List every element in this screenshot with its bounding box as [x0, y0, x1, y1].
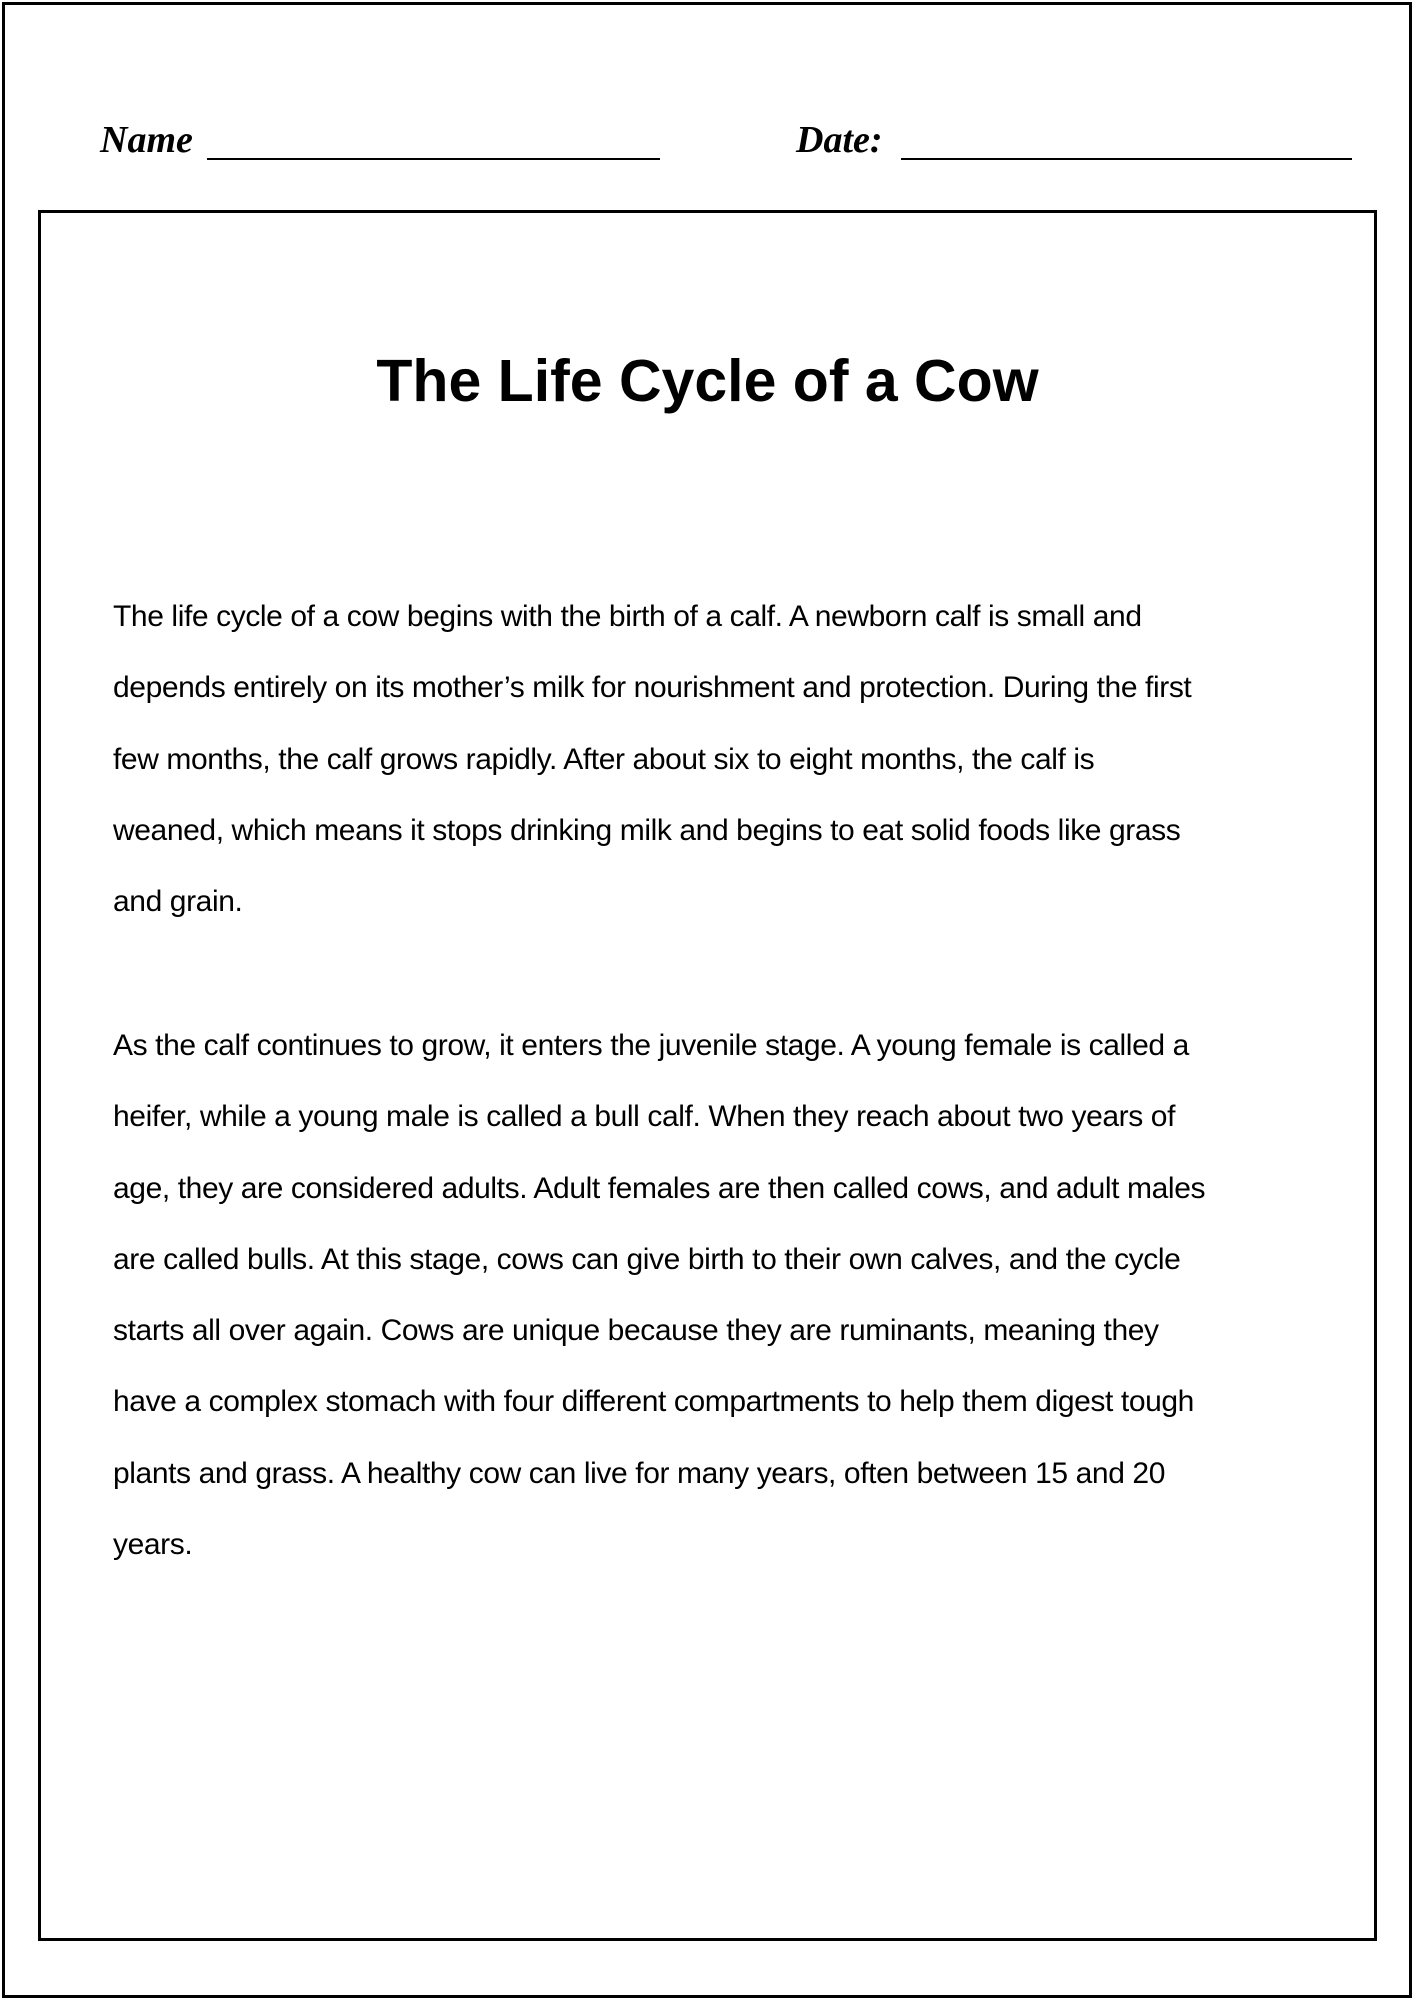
paragraph-line: weaned, which means it stops drinking milk and begins to eat solid foods like grass [113, 813, 1181, 847]
date-field-line[interactable] [901, 158, 1352, 160]
paragraph-line: and grain. [113, 885, 243, 919]
paragraph-line: few months, the calf grows rapidly. After about six to eight months, the calf is [113, 742, 1095, 776]
paragraph-line: years. [113, 1528, 193, 1562]
date-label: Date: [796, 119, 883, 161]
paragraph-1 [113, 581, 1313, 937]
paragraph-line: age, they are considered adults. Adult females are then called cows, and adult males [113, 1171, 1206, 1205]
paragraph-line: As the calf continues to grow, it enters the juvenile stage. A young female is called a [113, 1029, 1189, 1062]
paragraph-line: plants and grass. A healthy cow can live for many years, often between 15 and 20 [113, 1456, 1165, 1490]
name-label: Name [100, 119, 193, 161]
paragraph-line: starts all over again. Cows are unique because they are ruminants, meaning they [113, 1314, 1159, 1348]
worksheet-title: The Life Cycle of a Cow [376, 348, 1039, 414]
worksheet-header [0, 115, 1414, 165]
paragraph-line: have a complex stomach with four different compartments to help them digest tough [113, 1385, 1194, 1419]
reading-passage-box [38, 210, 1377, 1941]
paragraph-2 [113, 1010, 1313, 1580]
paragraph-line: The life cycle of a cow begins with the birth of a calf. A newborn calf is small and [113, 600, 1142, 633]
name-field-line[interactable] [207, 158, 660, 160]
paragraph-line: depends entirely on its mother’s milk for nourishment and protection. During the first [113, 671, 1192, 705]
paragraph-line: are called bulls. At this stage, cows can give birth to their own calves, and the cycle [113, 1242, 1181, 1276]
paragraph-line: heifer, while a young male is called a bull calf. When they reach about two years of [113, 1100, 1176, 1134]
